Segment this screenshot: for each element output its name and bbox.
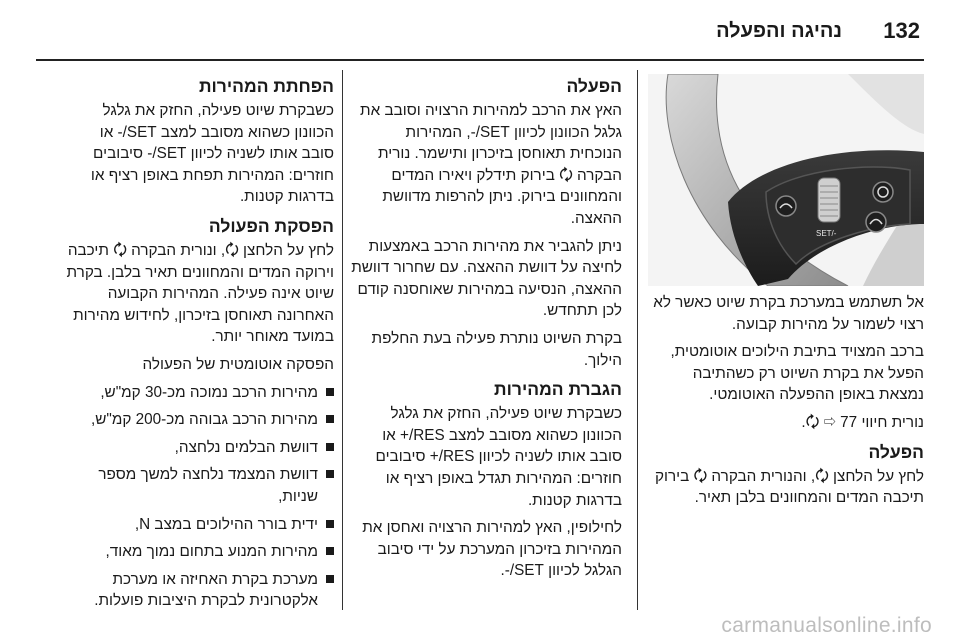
section-heading: הפעלה	[566, 76, 622, 96]
list-item: מהירות המנוע בתחום נמוך מאוד,	[66, 541, 334, 563]
list-item: ידית בורר ההילוכים במצב N,	[66, 514, 334, 536]
chapter-title: נהיגה והפעלה	[716, 20, 842, 42]
section-heading: הפחתת המהירות	[198, 76, 334, 96]
page-number: 132	[883, 18, 920, 43]
indicator-reference: נורית חיווי ‎🗘‎ ⇨ 77.	[801, 413, 924, 431]
list-item: דוושת הבלמים נלחצה,	[66, 437, 334, 459]
list-item: דוושת המצמד נלחצה למשך מספר שניות,	[66, 464, 334, 507]
paragraph: לחץ על הלחצן ‎🗘‎, ונורית הבקרה ‎🗘‎ תיכבה וירוקה המדים והמחוונים תאיר בלבן. בקרת שיוט אינה פעילה. המהירות הקבועה האחרונה תאוחסן בזיכרון, לחידוש מהירות במועד מאוחר יותר.	[66, 241, 334, 346]
list-item: מערכת בקרת האחיזה או מערכת אלקטרונית לבקרת היציבות פועלות.	[66, 569, 334, 612]
paragraph: הפסקה אוטומטית של הפעולה	[142, 355, 334, 373]
column-right	[648, 292, 924, 515]
paragraph: כשבקרת שיוט פעילה, החזק את גלגל הכוונון כשהוא מסובב למצב SET/- או סובב אותו לשניה לכיוון SET/- סיבובים חוזרים: המהירות תפחת באופן רציף או בדרגות קטנות.	[90, 102, 334, 206]
steering-wheel-illustration	[648, 74, 924, 286]
page-header	[0, 0, 960, 58]
paragraph: כשבקרת שיוט פעילה, החזק את גלגל הכוונון כשהוא מסובב למצב RES/+ או סובב אותו לשניה לכיוון RES/+ סיבובים חוזרים: המהירות תגדל באופן רציף או בדרגות קטנות.	[375, 405, 622, 509]
paragraph: בקרת השיוט נותרת פעילה בעת החלפת הילוך.	[371, 329, 622, 369]
column-divider	[637, 70, 638, 610]
set-label: SET/-	[816, 229, 837, 238]
paragraph: ניתן להגביר את מהירות הרכב באמצעות לחיצה על דוושת ההאצה. עם שחרור דוושת ההאצה, הנסיעה במהירות שאוחסנה קודם לכן תתחדש.	[351, 237, 622, 320]
paragraph: האץ את הרכב למהירות הרצויה וסובב את גלגל הכוונון לכיוון SET/-, המהירות הנוכחית תאוחסן בזיכרון ותישמר. נורית הבקרה ‎🗘‎ בירוק תידלק ויאירו המדים והמחוונים בירוק. ניתן להרפות מדוושת ההאצה.	[360, 102, 622, 227]
paragraph: לחץ על הלחצן ‎🗘‎, והנורית הבקרה ‎🗘‎ בירוק תיכבה המדים והמחוונים בלבן תאיר.	[654, 467, 924, 507]
paragraph: אל תשתמש במערכת בקרת שיוט כאשר לא רצוי לשמור על מהירות קבועה.	[653, 294, 924, 333]
watermark: carmanualsonline.info	[721, 614, 932, 637]
section-heading: הפעלה	[868, 441, 924, 462]
paragraph: ברכב המצויד בתיבת הילוכים אוטומטית, הפעל את בקרת השיוט רק כשהתיבה נמצאת באופן ההפעלה האוטומטי.	[670, 343, 924, 404]
column-divider	[342, 70, 343, 610]
header-rule	[36, 59, 924, 61]
paragraph: לחילופין, האץ למהירות הרצויה ואחסן את המהירות בזיכרון המערכת על ידי סיבוב הגלגל לכיוון SET/-.	[362, 519, 622, 580]
column-left	[66, 74, 334, 618]
list-item: מהירות הרכב גבוהה מכ-200 קמ"ש,	[66, 409, 334, 431]
bullet-list	[66, 382, 334, 612]
section-heading: הגברת המהירות	[494, 379, 622, 400]
section-heading: הפסקת הפעולה	[208, 215, 334, 236]
column-middle	[350, 74, 622, 588]
list-item: מהירות הרכב נמוכה מכ-30 קמ"ש,	[66, 382, 334, 404]
